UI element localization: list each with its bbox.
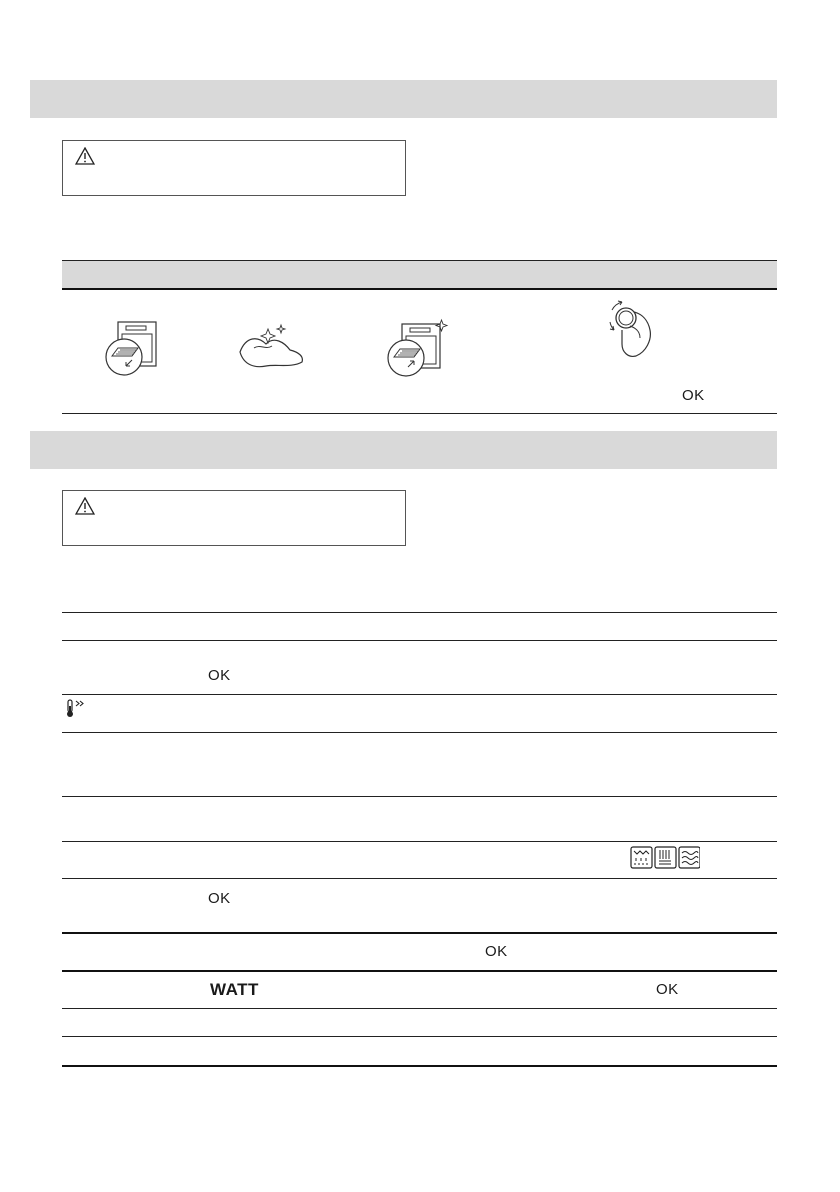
ok-symbol: OK [485,943,508,960]
row-line [62,878,777,879]
warning-box-1 [62,140,406,196]
steps-table-header [62,260,777,290]
warning-triangle-icon [75,497,95,515]
bottom-heat-icon [655,847,676,868]
section-1-header-bar [30,80,777,118]
watt-symbol: WATT [210,980,259,999]
oven-remove-shelf-icon [104,320,160,378]
row-line-bold [62,932,777,934]
table-bottom-line [62,413,777,414]
row-line [62,612,777,613]
warning-box-2 [62,490,406,546]
heating-functions-icons [630,846,700,870]
ok-symbol: OK [208,667,231,684]
cleaning-cloth-icon [236,322,308,370]
microwave-icon [679,847,700,868]
grill-icon [631,847,652,868]
table-bottom-line [62,1065,777,1067]
row-line [62,694,777,695]
oven-insert-shelf-icon [386,316,452,378]
row-line [62,841,777,842]
thermometer-icon [66,699,88,719]
section-2-header-bar [30,431,777,469]
warning-triangle-icon [75,147,95,165]
ok-symbol: OK [682,387,705,404]
ok-symbol: OK [656,981,679,998]
row-line [62,732,777,733]
row-line [62,796,777,797]
row-line [62,1008,777,1009]
row-line [62,640,777,641]
row-line [62,1036,777,1037]
rotary-knob-icon [600,296,660,360]
ok-symbol: OK [208,890,231,907]
row-line-bold [62,970,777,972]
